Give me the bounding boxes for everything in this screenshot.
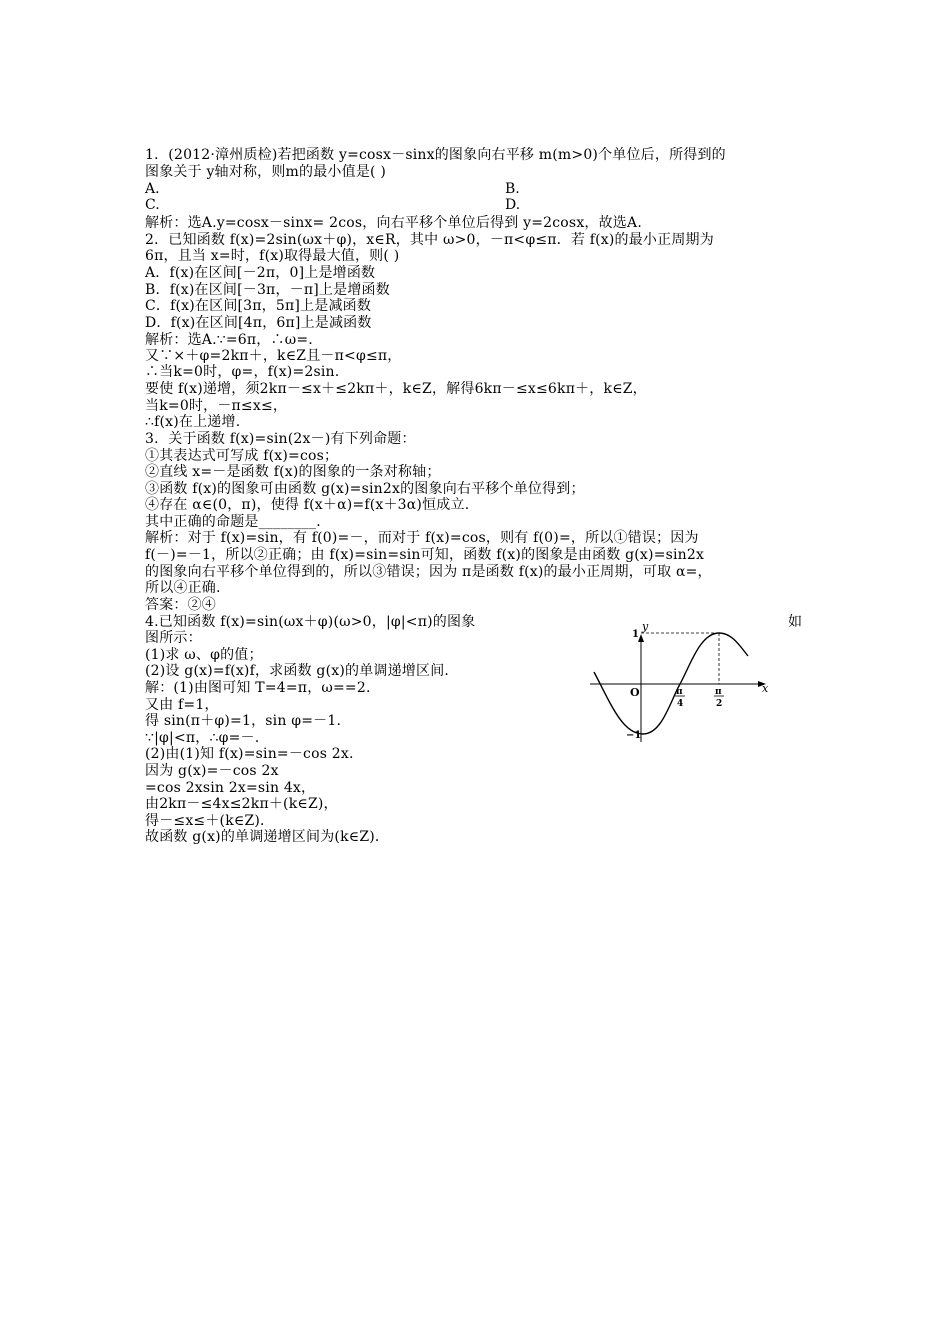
text-line: D．f(x)在区间[4π，6π]上是减函数 <box>145 315 372 331</box>
q1-option-b: B. <box>505 181 520 197</box>
text-line: 因为 g(x)=－cos 2x <box>145 763 279 779</box>
text-line: C．f(x)在区间[3π，5π]上是减函数 <box>145 298 372 314</box>
text-line: ①其表达式可写成 f(x)=cos； <box>145 448 339 464</box>
text-line: =cos 2xsin 2x=sin 4x， <box>145 780 316 796</box>
text-line: 解析：选A.∵=6π，∴ω=. <box>145 332 313 348</box>
text-line: 其中正确的命题是________． <box>145 514 331 530</box>
y-min-label: −1 <box>626 730 642 741</box>
text-line: (2)由(1)知 f(x)=sin=－cos 2x. <box>145 746 354 762</box>
text-line: 解析：对于 f(x)=sin，有 f(0)=－，而对于 f(x)=cos，则有 f(0)=，所以①错误；因为 <box>145 530 699 546</box>
text-line: B．f(x)在区间[－3π，－π]上是增函数 <box>145 282 390 298</box>
tick-pi-over-2-denominator: 2 <box>716 699 723 709</box>
text-line: 4.已知函数 f(x)=sin(ωx＋φ)(ω>0，|φ|<π)的图象 <box>145 614 476 630</box>
text-line: ∴当k=0时，φ=，f(x)=2sin. <box>145 364 340 380</box>
answer-line: 答案：②④ <box>145 597 216 613</box>
text-line: 的图象向右平移个单位得到的，所以③错误；因为 π是函数 f(x)的最小正周期，可取 α=， <box>145 564 712 580</box>
text-line: 图所示： <box>145 630 202 646</box>
q4-tail-text: 如 <box>788 614 802 630</box>
tick-pi-over-4-numerator: π <box>676 687 683 697</box>
text-line: 1．(2012·漳州质检)若把函数 y=cosx－sinx的图象向右平移 m(m>0)个单位后，所得到的 <box>145 147 726 163</box>
text-line: 当k=0时，－π≤x≤， <box>145 398 288 414</box>
text-line: 6π，且当 x=时，f(x)取得最大值，则( ) <box>145 248 400 264</box>
tick-pi-over-4-denominator: 4 <box>677 699 684 709</box>
sine-graph-figure <box>590 620 790 744</box>
text-line: A．f(x)在区间[－2π，0]上是增函数 <box>145 265 376 281</box>
text-line: 要使 f(x)递增，须2kπ－≤x＋≤2kπ＋，k∈Z，解得6kπ－≤x≤6kπ＋，k∈Z， <box>145 381 647 397</box>
text-line: 所以④正确. <box>145 580 221 596</box>
y-max-label: 1 <box>632 629 639 640</box>
text-line: 解析：选A.y=cosx－sinx= 2cos，向右平移个单位后得到 y=2cosx，故选A. <box>145 215 642 231</box>
text-line: 得 sin(π＋φ)=1，sin φ=－1. <box>145 713 342 729</box>
text-line: ∵|φ|<π，∴φ=－. <box>145 730 260 746</box>
text-line: ③函数 f(x)的图象可由函数 g(x)=sin2x的图象向右平移个单位得到； <box>145 481 585 497</box>
text-line: 解：(1)由图可知 T=4=π，ω==2. <box>145 680 371 696</box>
text-line: ∴f(x)在上递增. <box>145 414 241 430</box>
text-line: (1)求 ω、φ的值； <box>145 647 263 663</box>
text-line: 得－≤x≤＋(k∈Z)． <box>145 813 275 829</box>
text-line: 2．已知函数 f(x)=2sin(ωx＋φ)，x∈R，其中 ω>0，－π<φ≤π．若 f(x)的最小正周期为 <box>145 232 714 248</box>
q1-option-d: D. <box>505 197 521 213</box>
text-line: 图象关于 y轴对称，则m的最小值是( ) <box>145 164 387 180</box>
text-line: ②直线 x=－是函数 f(x)的图象的一条对称轴； <box>145 464 441 480</box>
text-line: 3．关于函数 f(x)=sin(2x－)有下列命题： <box>145 431 416 447</box>
y-axis-label: y <box>642 620 649 633</box>
text-line: 由2kπ－≤4x≤2kπ＋(k∈Z)， <box>145 796 338 812</box>
origin-label: O <box>630 686 640 699</box>
x-axis-label: x <box>762 682 769 695</box>
text-line: 又由 f=1， <box>145 697 219 713</box>
text-line: 故函数 g(x)的单调递增区间为(k∈Z)． <box>145 829 390 845</box>
q1-option-c: C. <box>145 197 160 213</box>
text-line: 又∵×＋φ=2kπ＋，k∈Z且－π<φ≤π， <box>145 348 402 364</box>
text-line: (2)设 g(x)=f(x)f，求函数 g(x)的单调递增区间. <box>145 663 450 679</box>
tick-pi-over-2-numerator: π <box>715 687 722 697</box>
q1-option-a: A. <box>145 181 160 197</box>
text-line: f(－)=－1，所以②正确；由 f(x)=sin=sin可知，函数 f(x)的图象是由函数 g(x)=sin2x <box>145 547 705 563</box>
text-line: ④存在 α∈(0，π)，使得 f(x＋α)=f(x＋3α)恒成立. <box>145 497 470 513</box>
